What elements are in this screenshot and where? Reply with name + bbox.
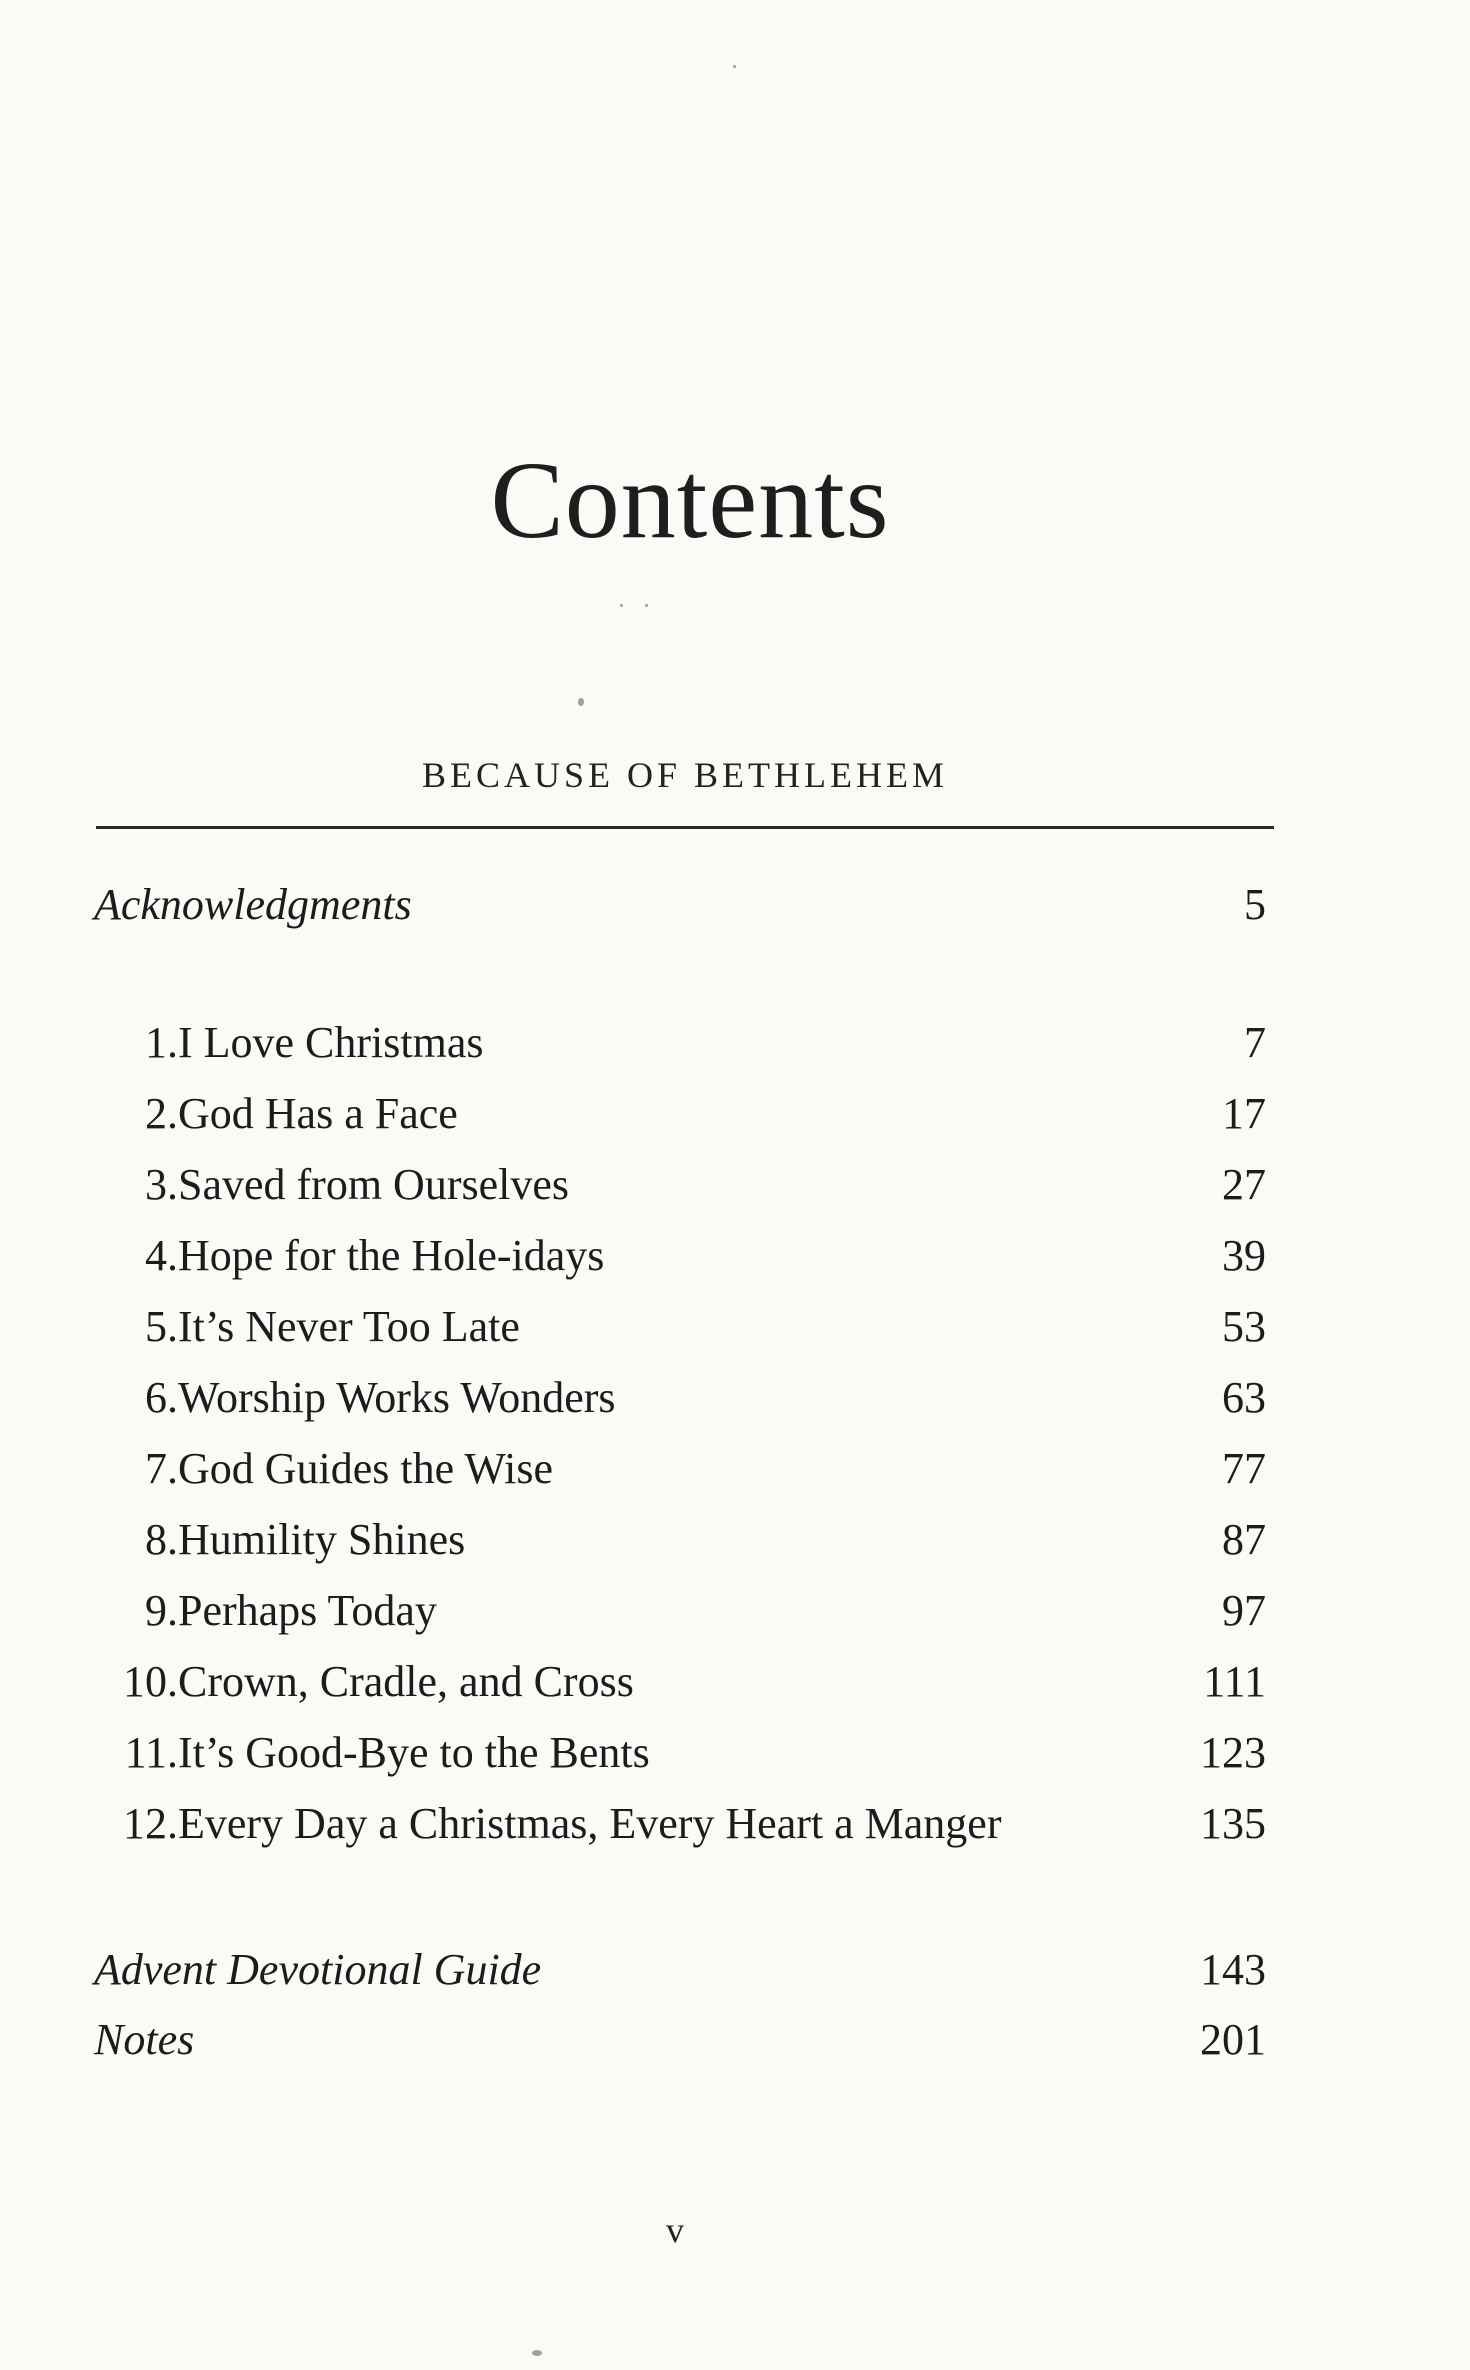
chapter-title: Saved from Ourselves <box>178 1160 570 1209</box>
chapter-number: 2. <box>145 1089 178 1138</box>
scan-speck <box>578 698 584 706</box>
chapter-title: Perhaps Today <box>178 1586 437 1635</box>
toc-entry-page: 201 <box>1200 2015 1266 2064</box>
toc-chapter-12[interactable] <box>90 1794 1266 1854</box>
chapter-number: 3. <box>145 1160 178 1209</box>
chapter-title: Worship Works Wonders <box>178 1373 616 1422</box>
chapter-page: 77 <box>1222 1444 1266 1493</box>
chapter-title: Crown, Cradle, and Cross <box>178 1657 634 1706</box>
chapter-page: 53 <box>1222 1302 1266 1351</box>
chapter-number: 7. <box>145 1444 178 1493</box>
chapter-page: 87 <box>1222 1515 1266 1564</box>
toc-chapter-9[interactable] <box>90 1581 1266 1641</box>
chapter-title: Humility Shines <box>178 1515 466 1564</box>
chapter-title: God Has a Face <box>178 1089 458 1138</box>
chapter-page: 27 <box>1222 1160 1266 1209</box>
chapter-number: 6. <box>145 1373 178 1422</box>
chapter-number: 4. <box>145 1231 178 1280</box>
toc-chapter-1[interactable] <box>90 1013 1266 1073</box>
toc-chapter-8[interactable] <box>90 1510 1266 1570</box>
chapter-page: 7 <box>1244 1018 1266 1067</box>
chapter-number: 8. <box>145 1515 178 1564</box>
chapter-title: It’s Good-Bye to the Bents <box>178 1728 650 1777</box>
scan-speck <box>620 604 623 607</box>
toc-chapter-11[interactable] <box>90 1723 1266 1783</box>
toc-chapter-4[interactable] <box>90 1226 1266 1286</box>
chapter-number: 5. <box>145 1302 178 1351</box>
toc-chapter-7[interactable] <box>90 1439 1266 1499</box>
toc-entry-title: Acknowledgments <box>94 880 412 929</box>
toc-chapter-10[interactable] <box>90 1652 1266 1712</box>
chapter-page: 135 <box>1200 1799 1266 1848</box>
scan-speck <box>532 2350 542 2356</box>
chapter-page: 111 <box>1203 1657 1266 1706</box>
book-title: BECAUSE OF BETHLEHEM <box>421 755 948 795</box>
divider <box>96 826 1274 829</box>
chapter-number: 12. <box>123 1799 178 1848</box>
toc-entry-notes[interactable] <box>90 2010 1266 2070</box>
toc-entry-acknowledgments[interactable] <box>90 875 1266 935</box>
toc-chapter-2[interactable] <box>90 1084 1266 1144</box>
scan-speck <box>733 65 736 68</box>
chapter-title: I Love Christmas <box>178 1018 484 1067</box>
chapter-number: 11. <box>124 1728 178 1777</box>
toc-chapter-3[interactable] <box>90 1155 1266 1215</box>
page-folio: v <box>666 2210 684 2250</box>
chapter-title: God Guides the Wise <box>178 1444 554 1493</box>
chapter-number: 10. <box>123 1657 178 1706</box>
chapter-page: 17 <box>1222 1089 1266 1138</box>
toc-chapter-6[interactable] <box>90 1368 1266 1428</box>
toc-entry-advent-guide[interactable] <box>90 1940 1266 2000</box>
toc-chapter-5[interactable] <box>90 1297 1266 1357</box>
toc-entry-page: 143 <box>1200 1945 1266 1994</box>
chapter-page: 63 <box>1222 1373 1266 1422</box>
chapter-title: Every Day a Christmas, Every Heart a Manger <box>178 1799 1002 1848</box>
chapter-number: 1. <box>145 1018 178 1067</box>
chapter-title: Hope for the Hole-idays <box>178 1231 605 1280</box>
chapter-page: 123 <box>1200 1728 1266 1777</box>
scan-speck <box>645 604 648 607</box>
chapter-title: It’s Never Too Late <box>178 1302 520 1351</box>
chapter-page: 39 <box>1222 1231 1266 1280</box>
toc-entry-title: Advent Devotional Guide <box>94 1945 542 1994</box>
chapter-page: 97 <box>1222 1586 1266 1635</box>
chapter-number: 9. <box>145 1586 178 1635</box>
toc-entry-page: 5 <box>1244 880 1266 929</box>
toc-entry-title: Notes <box>94 2015 195 2064</box>
page-title: Contents <box>490 439 890 561</box>
